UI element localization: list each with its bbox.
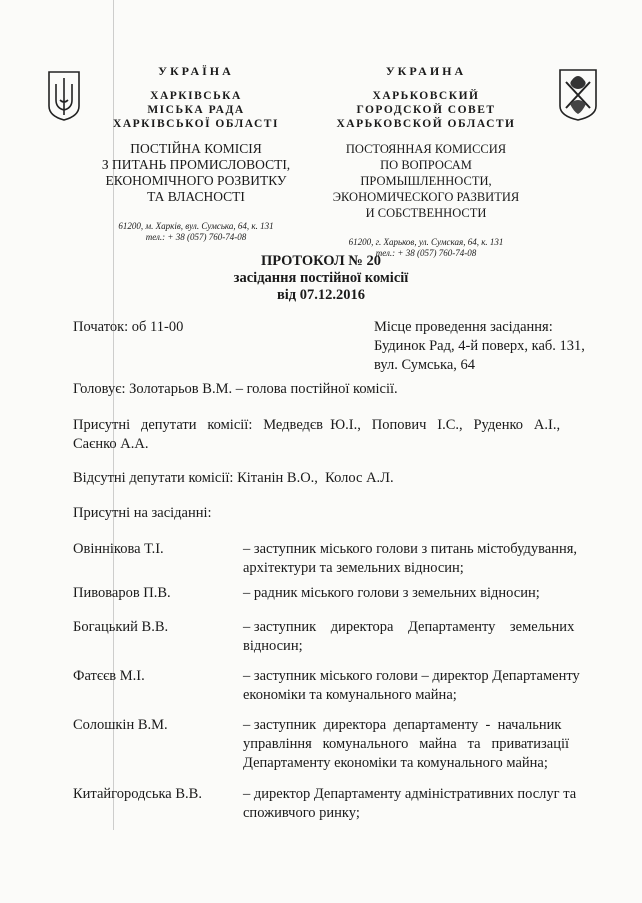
phone-line: тел.: + 38 (057) 760-74-08 — [145, 232, 247, 242]
attendee-role — [243, 667, 598, 705]
council-line: ХАРЬКОВСКОЙ ОБЛАСТИ — [336, 118, 516, 130]
role-line: – заступник міського голови з питань містобудування, — [243, 541, 578, 557]
venue — [374, 318, 585, 375]
commission-name — [316, 141, 536, 221]
attendee-name: Китайгородська В.В. — [73, 786, 202, 802]
present-deputies-line: Саєнко А.А. — [73, 436, 149, 452]
attendee-role — [243, 785, 598, 823]
role-line: – заступник директора Департаменту земельних — [243, 619, 575, 635]
present-deputies-line: Присутні депутати комісії: Медведєв Ю.І., Попович І.С., Руденко А.І., — [73, 417, 561, 433]
right-header — [316, 64, 536, 259]
commission-name — [96, 141, 296, 205]
attendee-role — [243, 584, 598, 603]
present-deputies — [73, 416, 601, 454]
role-line: – заступник міського голови – директор Департаменту — [243, 668, 580, 684]
start-time: Початок: об 11-00 — [73, 319, 184, 335]
country-title: УКРАИНА — [385, 64, 467, 78]
role-line: – заступник директора департаменту - начальник — [243, 717, 562, 733]
commission-line: ПО ВОПРОСАМ ПРОМЫШЛЕННОСТИ, — [360, 158, 492, 188]
role-line: – директор Департаменту адміністративних послуг та — [243, 786, 577, 802]
address-line: 61200, м. Харків, вул. Сумська, 64, к. 131 — [118, 221, 274, 231]
protocol-subtitle: засідання постійної комісії — [233, 270, 409, 286]
venue-address-line: вул. Сумська, 64 — [374, 357, 476, 373]
attendee-name: Фатєєв М.І. — [73, 668, 145, 684]
left-header — [96, 64, 296, 243]
kharkiv-coat-of-arms-icon — [558, 68, 598, 122]
role-line: – радник міського голови з земельних відносин; — [243, 585, 540, 601]
commission-line: ЕКОНОМІЧНОГО РОЗВИТКУ — [105, 173, 287, 188]
commission-address — [96, 221, 296, 243]
present-label: Присутні на засіданні: — [73, 505, 212, 521]
role-line: економіки та комунального майна; — [243, 687, 457, 703]
address-line: 61200, г. Харьков, ул. Сумская, 64, к. 131 — [348, 237, 504, 247]
attendee-name: Солошкін В.М. — [73, 717, 168, 733]
commission-line: ЭКОНОМИЧЕСКОГО РАЗВИТИЯ — [332, 190, 520, 204]
venue-address-line: Будинок Рад, 4-й поверх, каб. 131, — [374, 338, 585, 354]
role-line: відносин; — [243, 638, 303, 654]
commission-line: ПОСТІЙНА КОМІСІЯ — [130, 141, 262, 156]
venue-label: Місце проведення засідання: — [374, 319, 553, 335]
protocol-title — [0, 253, 642, 304]
council-name — [316, 89, 536, 131]
role-line: споживчого ринку; — [243, 805, 360, 821]
attendee-name: Богацький В.В. — [73, 619, 169, 635]
council-name — [96, 89, 296, 131]
commission-line: ТА ВЛАСНОСТІ — [147, 189, 245, 204]
council-line: ХАРКІВСЬКОЇ ОБЛАСТІ — [113, 118, 279, 130]
council-line: МІСЬКА РАДА — [147, 104, 245, 116]
role-line: управління комунального майна та приватизації — [243, 736, 570, 752]
commission-line: ПОСТОЯННАЯ КОМИССИЯ — [345, 142, 507, 156]
country-title: УКРАЇНА — [158, 64, 234, 78]
absent-deputies: Відсутні депутати комісії: Кітанін В.О., Колос А.Л. — [73, 470, 394, 486]
attendee-role — [243, 716, 598, 773]
attendee-name: Пивоваров П.В. — [73, 585, 171, 601]
attendee-role — [243, 540, 598, 578]
council-line: ГОРОДСКОЙ СОВЕТ — [356, 104, 496, 116]
attendee-role — [243, 618, 598, 656]
role-line: архітектури та земельних відносин; — [243, 560, 464, 576]
protocol-date: від 07.12.2016 — [276, 287, 366, 303]
council-line: ХАРКІВСЬКА — [150, 90, 242, 102]
chair-line: Головує: Золотарьов В.М. – голова постійної комісії. — [73, 381, 398, 397]
phone-line: тел.: + 38 (057) 760-74-08 — [375, 248, 477, 258]
council-line: ХАРЬКОВСКИЙ — [372, 90, 480, 102]
protocol-number: ПРОТОКОЛ № 20 — [261, 253, 381, 269]
attendee-name: Овіннікова Т.І. — [73, 541, 164, 557]
role-line: Департаменту економіки та комунального майна; — [243, 755, 548, 771]
commission-line: З ПИТАНЬ ПРОМИСЛОВОСТІ, — [101, 157, 291, 172]
trident-emblem-icon — [46, 70, 82, 122]
commission-line: И СОБСТВЕННОСТИ — [365, 206, 487, 220]
